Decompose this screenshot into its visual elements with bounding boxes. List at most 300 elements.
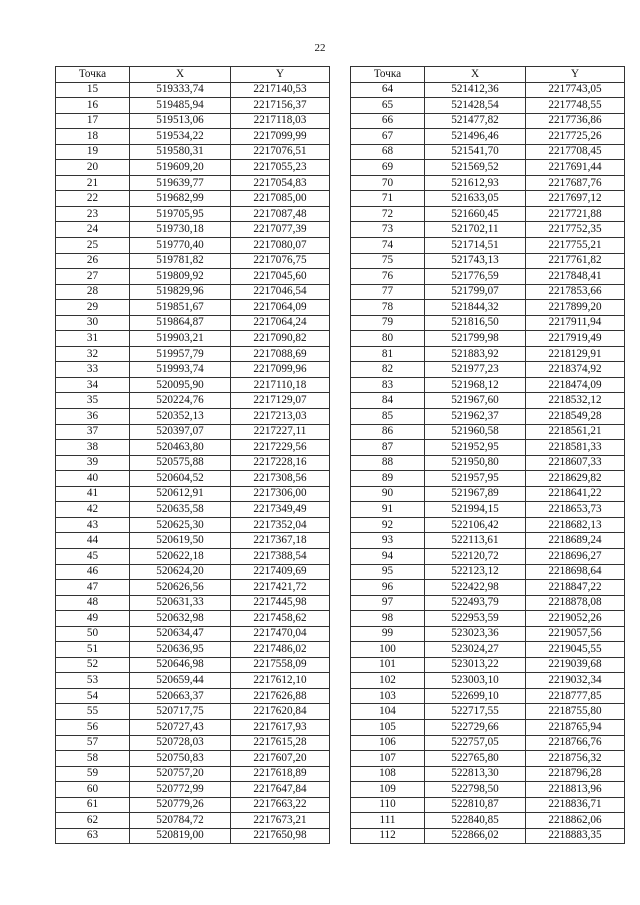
cell-x: 521950,80 (425, 455, 526, 471)
cell-x: 519682,99 (130, 191, 231, 207)
cell-y: 2217087,48 (231, 206, 330, 222)
cell-point: 64 (351, 82, 425, 98)
cell-point: 66 (351, 113, 425, 129)
cell-x: 520575,88 (130, 455, 231, 471)
cell-point: 81 (351, 346, 425, 362)
cell-point: 97 (351, 595, 425, 611)
cell-y: 2217607,20 (231, 751, 330, 767)
table-row (351, 409, 625, 425)
table-row (56, 642, 330, 658)
table-row (351, 517, 625, 533)
table-body-right (351, 82, 625, 844)
cell-y: 2217470,04 (231, 626, 330, 642)
cell-point: 21 (56, 175, 130, 191)
cell-x: 519639,77 (130, 175, 231, 191)
table-row (351, 175, 625, 191)
cell-y: 2218532,12 (526, 393, 625, 409)
cell-x: 520463,80 (130, 440, 231, 456)
cell-x: 521799,07 (425, 284, 526, 300)
cell-x: 519903,21 (130, 331, 231, 347)
table-row (56, 269, 330, 285)
table-row (56, 813, 330, 829)
table-row (56, 828, 330, 844)
table-row (56, 424, 330, 440)
cell-y: 2217708,45 (526, 144, 625, 160)
cell-point: 65 (351, 98, 425, 114)
table-row (56, 564, 330, 580)
cell-y: 2218689,24 (526, 533, 625, 549)
table-row (351, 673, 625, 689)
cell-point: 75 (351, 253, 425, 269)
cell-x: 520784,72 (130, 813, 231, 829)
cell-x: 519864,87 (130, 315, 231, 331)
cell-point: 106 (351, 735, 425, 751)
table-row (351, 269, 625, 285)
cell-x: 522729,66 (425, 719, 526, 735)
cell-y: 2218581,33 (526, 440, 625, 456)
cell-x: 519770,40 (130, 238, 231, 254)
cell-y: 2217306,00 (231, 486, 330, 502)
cell-y: 2218698,64 (526, 564, 625, 580)
cell-x: 522717,55 (425, 704, 526, 720)
cell-y: 2217620,84 (231, 704, 330, 720)
cell-y: 2218766,76 (526, 735, 625, 751)
table-row (351, 160, 625, 176)
cell-y: 2217076,75 (231, 253, 330, 269)
cell-y: 2217673,21 (231, 813, 330, 829)
cell-point: 111 (351, 813, 425, 829)
cell-point: 50 (56, 626, 130, 642)
table-row (56, 331, 330, 347)
cell-x: 520636,95 (130, 642, 231, 658)
cell-point: 110 (351, 797, 425, 813)
cell-point: 60 (56, 782, 130, 798)
cell-point: 87 (351, 440, 425, 456)
cell-point: 44 (56, 533, 130, 549)
cell-y: 2217697,12 (526, 191, 625, 207)
cell-x: 521977,23 (425, 362, 526, 378)
cell-x: 522953,59 (425, 611, 526, 627)
cell-x: 520663,37 (130, 688, 231, 704)
table-row (351, 346, 625, 362)
cell-y: 2217761,82 (526, 253, 625, 269)
cell-point: 40 (56, 471, 130, 487)
cell-y: 2217558,09 (231, 657, 330, 673)
cell-point: 51 (56, 642, 130, 658)
table-row (351, 766, 625, 782)
table-row (351, 595, 625, 611)
cell-x: 523013,22 (425, 657, 526, 673)
cell-y: 2218607,33 (526, 455, 625, 471)
cell-y: 2217647,84 (231, 782, 330, 798)
cell-y: 2217687,76 (526, 175, 625, 191)
table-row (351, 238, 625, 254)
cell-y: 2218474,09 (526, 377, 625, 393)
cell-y: 2217090,82 (231, 331, 330, 347)
table-row (351, 284, 625, 300)
cell-x: 522813,30 (425, 766, 526, 782)
cell-point: 91 (351, 502, 425, 518)
cell-point: 41 (56, 486, 130, 502)
column-header-point: Точка (56, 67, 130, 83)
table-row (56, 766, 330, 782)
cell-point: 28 (56, 284, 130, 300)
cell-point: 31 (56, 331, 130, 347)
cell-x: 520757,20 (130, 766, 231, 782)
table-row (56, 797, 330, 813)
cell-point: 49 (56, 611, 130, 627)
column-header-point: Точка (351, 67, 425, 83)
cell-point: 35 (56, 393, 130, 409)
table-row (56, 346, 330, 362)
table-row (56, 595, 330, 611)
cell-x: 521612,93 (425, 175, 526, 191)
cell-x: 521962,37 (425, 409, 526, 425)
cell-point: 102 (351, 673, 425, 689)
cell-x: 521799,98 (425, 331, 526, 347)
cell-x: 521816,50 (425, 315, 526, 331)
cell-x: 522699,10 (425, 688, 526, 704)
cell-y: 2217853,66 (526, 284, 625, 300)
cell-x: 520624,20 (130, 564, 231, 580)
table-row (56, 144, 330, 160)
cell-y: 2219039,68 (526, 657, 625, 673)
cell-y: 2218129,91 (526, 346, 625, 362)
cell-point: 54 (56, 688, 130, 704)
table-row (351, 782, 625, 798)
cell-point: 103 (351, 688, 425, 704)
cell-point: 101 (351, 657, 425, 673)
cell-point: 105 (351, 719, 425, 735)
cell-x: 519809,92 (130, 269, 231, 285)
cell-x: 520646,98 (130, 657, 231, 673)
table-row (351, 331, 625, 347)
cell-y: 2218777,85 (526, 688, 625, 704)
cell-point: 47 (56, 580, 130, 596)
table-row (56, 362, 330, 378)
cell-point: 95 (351, 564, 425, 580)
cell-point: 23 (56, 206, 130, 222)
cell-y: 2217388,54 (231, 548, 330, 564)
cell-x: 520095,90 (130, 377, 231, 393)
cell-x: 520626,56 (130, 580, 231, 596)
cell-y: 2217129,07 (231, 393, 330, 409)
cell-y: 2217099,99 (231, 129, 330, 145)
cell-point: 73 (351, 222, 425, 238)
table-row (56, 673, 330, 689)
cell-x: 519333,74 (130, 82, 231, 98)
cell-x: 522757,05 (425, 735, 526, 751)
cell-x: 522840,85 (425, 813, 526, 829)
cell-point: 99 (351, 626, 425, 642)
table-row (351, 440, 625, 456)
cell-point: 61 (56, 797, 130, 813)
cell-point: 76 (351, 269, 425, 285)
cell-y: 2217409,69 (231, 564, 330, 580)
cell-x: 522123,12 (425, 564, 526, 580)
cell-x: 519829,96 (130, 284, 231, 300)
cell-point: 16 (56, 98, 130, 114)
cell-x: 521957,95 (425, 471, 526, 487)
cell-y: 2217229,56 (231, 440, 330, 456)
table-row (351, 424, 625, 440)
cell-x: 521569,52 (425, 160, 526, 176)
table-row (351, 300, 625, 316)
table-row (56, 626, 330, 642)
cell-x: 520819,00 (130, 828, 231, 844)
table-row (56, 238, 330, 254)
cell-point: 88 (351, 455, 425, 471)
cell-x: 522120,72 (425, 548, 526, 564)
cell-y: 2217227,11 (231, 424, 330, 440)
table-row (351, 751, 625, 767)
table-row (56, 315, 330, 331)
cell-y: 2217228,16 (231, 455, 330, 471)
cell-point: 98 (351, 611, 425, 627)
cell-point: 32 (56, 346, 130, 362)
table-row (351, 191, 625, 207)
cell-point: 62 (56, 813, 130, 829)
cell-y: 2218796,28 (526, 766, 625, 782)
cell-point: 94 (351, 548, 425, 564)
cell-point: 96 (351, 580, 425, 596)
table-row (351, 688, 625, 704)
table-row (351, 813, 625, 829)
cell-y: 2218629,82 (526, 471, 625, 487)
table-row (56, 735, 330, 751)
cell-x: 521702,11 (425, 222, 526, 238)
cell-point: 59 (56, 766, 130, 782)
cell-x: 522866,02 (425, 828, 526, 844)
table-row (351, 315, 625, 331)
cell-x: 520728,03 (130, 735, 231, 751)
table-row (351, 611, 625, 627)
cell-point: 33 (56, 362, 130, 378)
table-row (56, 688, 330, 704)
cell-point: 112 (351, 828, 425, 844)
table-row (351, 362, 625, 378)
cell-y: 2217077,39 (231, 222, 330, 238)
table-row (56, 284, 330, 300)
cell-point: 69 (351, 160, 425, 176)
cell-point: 18 (56, 129, 130, 145)
cell-x: 520622,18 (130, 548, 231, 564)
cell-point: 25 (56, 238, 130, 254)
cell-point: 53 (56, 673, 130, 689)
table-row (351, 129, 625, 145)
cell-y: 2217308,56 (231, 471, 330, 487)
table-row (56, 113, 330, 129)
cell-point: 37 (56, 424, 130, 440)
table-row (56, 253, 330, 269)
table-row (56, 580, 330, 596)
cell-y: 2217615,28 (231, 735, 330, 751)
table-row (351, 704, 625, 720)
cell-x: 520619,50 (130, 533, 231, 549)
table-row (56, 471, 330, 487)
cell-y: 2217213,03 (231, 409, 330, 425)
table-header-row (351, 67, 625, 83)
table-row (56, 98, 330, 114)
cell-y: 2217626,88 (231, 688, 330, 704)
cell-x: 520727,43 (130, 719, 231, 735)
table-row (56, 191, 330, 207)
cell-x: 521994,15 (425, 502, 526, 518)
cell-y: 2218756,32 (526, 751, 625, 767)
cell-x: 523023,36 (425, 626, 526, 642)
table-row (56, 548, 330, 564)
cell-y: 2217076,51 (231, 144, 330, 160)
cell-x: 522798,50 (425, 782, 526, 798)
cell-point: 52 (56, 657, 130, 673)
cell-point: 85 (351, 409, 425, 425)
cell-x: 521660,45 (425, 206, 526, 222)
cell-x: 521776,59 (425, 269, 526, 285)
table-row (351, 642, 625, 658)
cell-y: 2218765,94 (526, 719, 625, 735)
cell-y: 2217721,88 (526, 206, 625, 222)
cell-y: 2217445,98 (231, 595, 330, 611)
cell-x: 520352,13 (130, 409, 231, 425)
table-row (351, 253, 625, 269)
cell-y: 2218847,22 (526, 580, 625, 596)
table-row (56, 129, 330, 145)
cell-y: 2218755,80 (526, 704, 625, 720)
cell-y: 2218813,96 (526, 782, 625, 798)
table-row (56, 719, 330, 735)
cell-point: 70 (351, 175, 425, 191)
cell-y: 2218883,35 (526, 828, 625, 844)
table-row (56, 704, 330, 720)
cell-y: 2218653,73 (526, 502, 625, 518)
cell-x: 522765,80 (425, 751, 526, 767)
cell-x: 519485,94 (130, 98, 231, 114)
cell-x: 521428,54 (425, 98, 526, 114)
table-row (56, 657, 330, 673)
cell-point: 89 (351, 471, 425, 487)
cell-y: 2217752,35 (526, 222, 625, 238)
cell-point: 93 (351, 533, 425, 549)
table-row (56, 517, 330, 533)
cell-point: 15 (56, 82, 130, 98)
cell-y: 2217736,86 (526, 113, 625, 129)
cell-y: 2217099,96 (231, 362, 330, 378)
cell-y: 2219032,34 (526, 673, 625, 689)
cell-point: 48 (56, 595, 130, 611)
table-row (56, 206, 330, 222)
table-row (351, 471, 625, 487)
coordinates-table-left (55, 66, 330, 844)
table-row (351, 735, 625, 751)
cell-x: 519580,31 (130, 144, 231, 160)
cell-y: 2217848,41 (526, 269, 625, 285)
cell-y: 2217421,72 (231, 580, 330, 596)
cell-point: 84 (351, 393, 425, 409)
cell-y: 2217110,18 (231, 377, 330, 393)
cell-point: 17 (56, 113, 130, 129)
cell-point: 29 (56, 300, 130, 316)
table-row (351, 548, 625, 564)
cell-x: 520779,26 (130, 797, 231, 813)
cell-y: 2217663,22 (231, 797, 330, 813)
cell-x: 521952,95 (425, 440, 526, 456)
table-row (351, 502, 625, 518)
table-row (56, 300, 330, 316)
cell-x: 521541,70 (425, 144, 526, 160)
cell-x: 520634,47 (130, 626, 231, 642)
table-row (351, 626, 625, 642)
cell-point: 42 (56, 502, 130, 518)
cell-y: 2217064,09 (231, 300, 330, 316)
cell-y: 2218682,13 (526, 517, 625, 533)
cell-x: 520397,07 (130, 424, 231, 440)
table-row (351, 719, 625, 735)
cell-x: 519781,82 (130, 253, 231, 269)
cell-y: 2217080,07 (231, 238, 330, 254)
cell-y: 2217046,54 (231, 284, 330, 300)
table-row (56, 440, 330, 456)
cell-x: 521412,36 (425, 82, 526, 98)
cell-y: 2217352,04 (231, 517, 330, 533)
cell-point: 39 (56, 455, 130, 471)
table-row (56, 486, 330, 502)
table-row (351, 657, 625, 673)
cell-y: 2217755,21 (526, 238, 625, 254)
cell-x: 519957,79 (130, 346, 231, 362)
table-row (56, 502, 330, 518)
page-number: 22 (314, 42, 326, 54)
cell-y: 2218696,27 (526, 548, 625, 564)
cell-x: 520224,76 (130, 393, 231, 409)
cell-point: 67 (351, 129, 425, 145)
cell-x: 521883,92 (425, 346, 526, 362)
cell-y: 2219057,56 (526, 626, 625, 642)
column-header-y: Y (231, 67, 330, 83)
cell-point: 79 (351, 315, 425, 331)
table-row (351, 113, 625, 129)
coordinates-table-right (350, 66, 625, 844)
cell-y: 2217612,10 (231, 673, 330, 689)
cell-point: 90 (351, 486, 425, 502)
cell-point: 38 (56, 440, 130, 456)
table-row (56, 533, 330, 549)
cell-x: 520750,83 (130, 751, 231, 767)
table-row (56, 611, 330, 627)
cell-point: 26 (56, 253, 130, 269)
cell-y: 2218374,92 (526, 362, 625, 378)
cell-point: 27 (56, 269, 130, 285)
cell-x: 520604,52 (130, 471, 231, 487)
cell-x: 521967,60 (425, 393, 526, 409)
cell-point: 36 (56, 409, 130, 425)
cell-y: 2217064,24 (231, 315, 330, 331)
cell-y: 2219045,55 (526, 642, 625, 658)
cell-x: 519851,67 (130, 300, 231, 316)
cell-y: 2217367,18 (231, 533, 330, 549)
cell-point: 78 (351, 300, 425, 316)
cell-y: 2217911,94 (526, 315, 625, 331)
cell-point: 68 (351, 144, 425, 160)
cell-y: 2218878,08 (526, 595, 625, 611)
table-row (56, 175, 330, 191)
table-row (351, 564, 625, 580)
cell-point: 45 (56, 548, 130, 564)
cell-point: 30 (56, 315, 130, 331)
cell-x: 519513,06 (130, 113, 231, 129)
cell-x: 520717,75 (130, 704, 231, 720)
table-row (56, 455, 330, 471)
cell-point: 74 (351, 238, 425, 254)
